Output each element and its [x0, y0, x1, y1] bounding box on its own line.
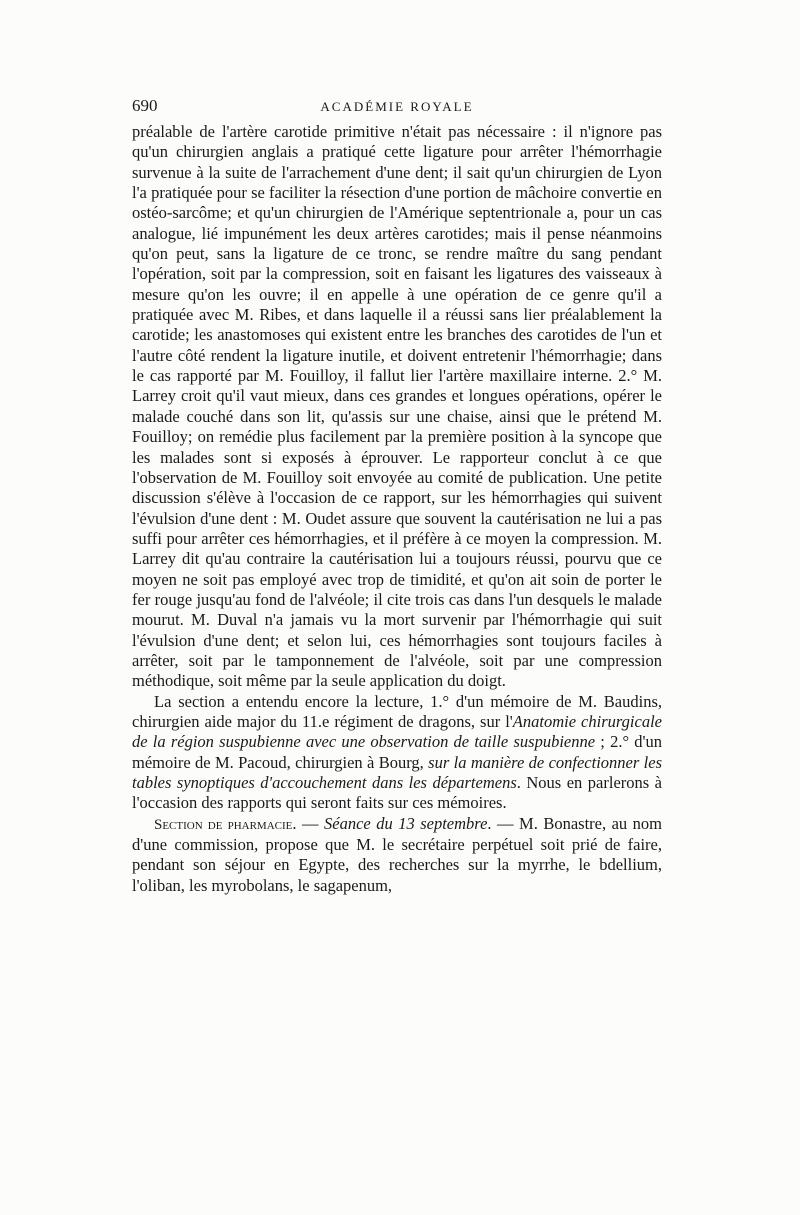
paragraph-1: [132, 122, 662, 692]
section-heading: Section de pharmacie: [154, 816, 293, 833]
italic-title-tables: sur la manière de confectionner les tables synoptiques d'accouchement dans les départemens: [132, 752, 662, 792]
italic-title-anatomie: Anatomie chirurgicale de la région suspubienne avec une observation de taille suspubienne: [132, 711, 662, 752]
book-page: [132, 96, 662, 896]
text-segment: . —: [292, 813, 324, 833]
page-number: 690: [132, 96, 158, 115]
paragraph-2: [132, 692, 662, 814]
paragraph-3: [132, 814, 662, 896]
text-segment: préalable de l'artère carotide primitive n'était pas nécessaire : il n'ignore pas qu'un chirurgien anglais a pratiqué cette ligature pour arrêter l'hémorrhagie survenue à la suite de l'arrachement d'une dent; il sait qu'un chirurgien de Lyon l'a pratiquée pour se faciliter la résection d'une portion de mâchoire convertie en ostéo-sarcôme; et qu'un chirurgien de l'Amérique septentrionale a, pour un cas analogue, lié impunément les deux artères carotides; mais il pense néanmoins qu'on peut, sans la ligature de ce tronc, se rendre maître du sang pendant l'opération, soit par la compression, soit en faisant les ligatures des vaisseaux à mesure qu'on les ouvre; il en appelle à une opération de ce genre qu'il a pratiquée avec M. Ribes, et dans laquelle il a réussi sans lier préalablement la carotide; les anastomoses qui existent entre les branches des carotides de l'un et l'autre côté rendent la ligature inutile, et doivent entretenir l'hémorrhagie; dans le cas rapporté par M. Fouilloy, il fallut lier l'artère maxillaire interne. 2.° M. Larrey croit qu'il vaut mieux, dans ces grandes et longues opérations, opérer le malade couché dans son lit, qu'assis sur une chaise, ainsi que le prétend M. Fouilloy; on remédie plus facilement par la première position à la syncope que les malades sont si exposés à éprouver. Le rapporteur conclut à ce que l'observation de M. Fouilloy soit envoyée au comité de publication. Une petite discussion s'élève à l'occasion de ce rapport, sur les hémorrhagies qui suivent l'évulsion d'une dent : M. Oudet assure que souvent la cautérisation ne lui a pas suffi pour arrêter ces hémorrhagies, et il préfère à ce moyen la compression. M. Larrey dit qu'au contraire la cautérisation lui a toujours réussi, pourvu que ce moyen ne soit pas employé avec trop de timidité, et qu'on ait soin de porter le fer rouge jusqu'au fond de l'alvéole; il cite trois cas dans l'un desquels le malade mourut. M. Duval n'a jamais vu la mort survenir par l'hémorrhagie qui suit l'évulsion d'une dent; et selon lui, ces hémorrhagies sont toujours faciles à arrêter, soit par le tamponnement de l'alvéole, soit par une compression méthodique, soit même par la seule application du doigt.: [132, 122, 662, 691]
session-date: Séance du 13 septembre: [324, 813, 488, 833]
body-text: [132, 122, 662, 896]
text-segment: . Nous en parlerons à l'occasion des rapports qui seront faits sur ces mémoires.: [132, 773, 662, 813]
text-segment: La section a entendu encore la lecture, 1.° d'un mémoire de M. Baudins, chirurgien aide major du 11.e régiment de dragons, sur l': [132, 691, 662, 731]
text-segment: . — M. Bonastre, au nom d'une commission, propose que M. le secrétaire perpétuel soit prié de faire, pendant son séjour en Egypte, des recherches sur la myrrhe, le bdellium, l'oliban, les myrobolans, le sagapenum,: [132, 813, 663, 895]
running-title: ACADÉMIE ROYALE: [320, 99, 474, 114]
page-header: [132, 96, 662, 122]
text-segment: ; 2.° d'un mémoire de M. Pacoud, chirurgien à Bourg,: [132, 732, 663, 772]
